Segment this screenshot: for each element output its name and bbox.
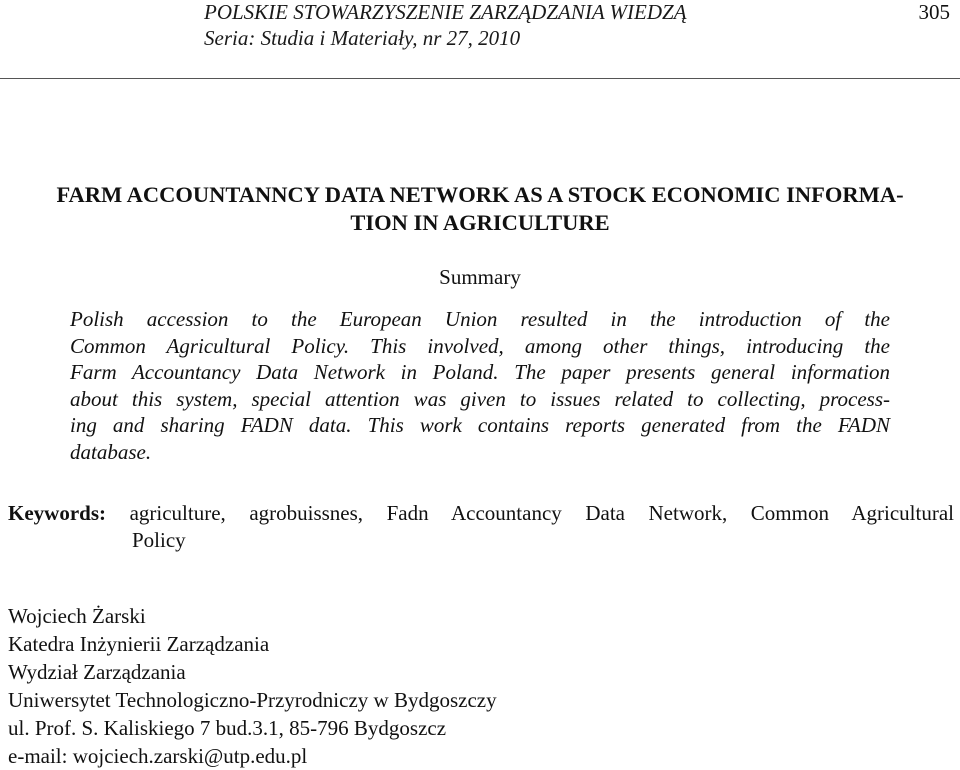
author-email: e-mail: wojciech.zarski@utp.edu.pl: [8, 744, 308, 768]
keywords-row: [8, 500, 954, 527]
header-divider: [0, 78, 960, 79]
abstract-line: ing and sharing FADN data. This work contains reports generated from the FADN: [70, 413, 890, 437]
author-name: Wojciech Żarski: [8, 604, 146, 628]
abstract-line: about this system, special attention was given to issues related to collecting, process-: [70, 386, 890, 411]
page-number: 305: [918, 0, 950, 24]
keywords: [8, 500, 954, 554]
abstract-line: database.: [70, 439, 152, 464]
abstract-line: Farm Accountancy Data Network in Poland. The paper presents general information: [70, 360, 890, 384]
article-title: [0, 181, 960, 237]
abstract-line: Polish accession to the European Union resulted in the introduction of the: [70, 307, 890, 331]
author-department: Katedra Inżynierii Zarządzania: [8, 632, 270, 656]
abstract: [70, 306, 890, 465]
series-info: Seria: Studia i Materiały, nr 27, 2010: [204, 26, 521, 50]
article-title-line: TION IN AGRICULTURE: [350, 210, 610, 235]
keywords-text-continued: Policy: [132, 528, 186, 552]
author-university: Uniwersytet Technologiczno-Przyrodniczy w Bydgoszczy: [8, 688, 497, 712]
author-faculty: Wydział Zarządzania: [8, 660, 186, 684]
abstract-line: Common Agricultural Policy. This involved, among other things, introducing the: [70, 333, 890, 358]
author-address: ul. Prof. S. Kaliskiego 7 bud.3.1, 85-796 Bydgoszcz: [8, 716, 447, 740]
summary-heading: Summary: [439, 265, 521, 289]
author-info: [8, 602, 497, 770]
keywords-label: Keywords:: [8, 501, 106, 525]
page-header: [0, 0, 960, 80]
keywords-text: agriculture, agrobuissnes, Fadn Accountancy Data Network, Common Agricultural: [129, 501, 955, 525]
journal-name: POLSKIE STOWARZYSZENIE ZARZĄDZANIA WIEDZĄ: [204, 0, 687, 24]
article-title-line: FARM ACCOUNTANNCY DATA NETWORK AS A STOCK ECONOMIC INFORMA-: [56, 182, 904, 207]
